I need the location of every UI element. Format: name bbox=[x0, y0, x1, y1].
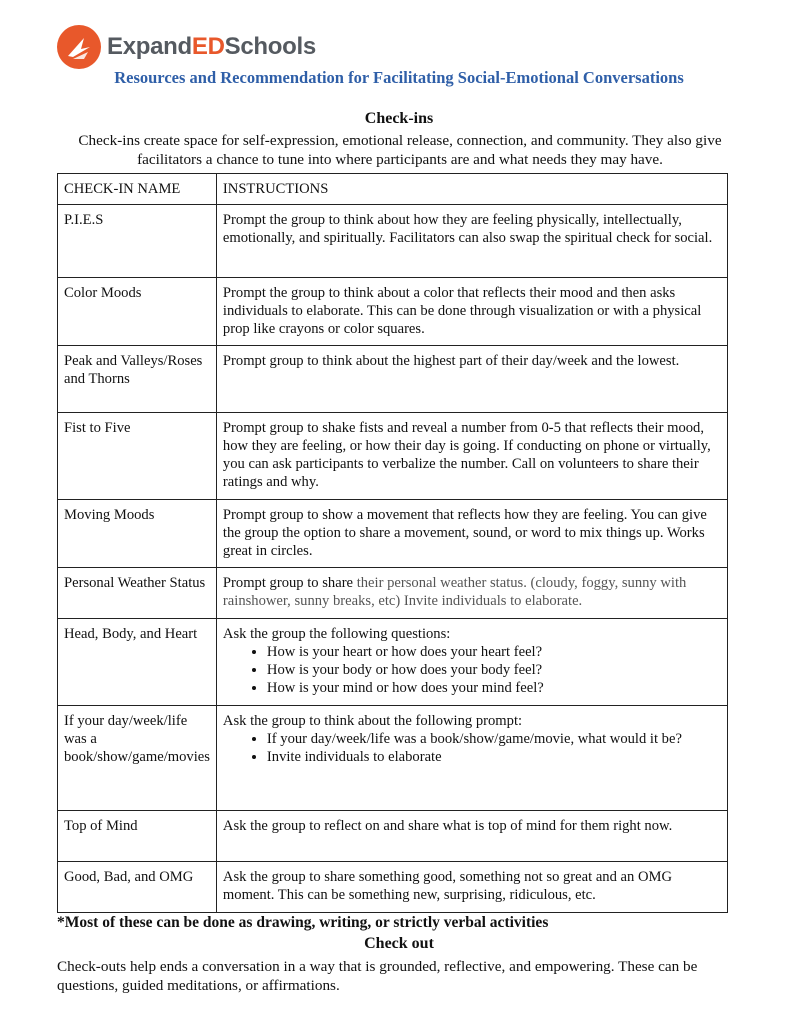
checkin-instructions bbox=[216, 706, 727, 811]
checkin-name: If your day/week/life was a book/show/game/movies bbox=[58, 706, 217, 811]
checkin-instructions: Prompt the group to think about a color that reflects their mood and then asks individuals to elaborate. This can be done through visualization or with a physical prop like crayons or color squares. bbox=[216, 278, 727, 346]
checkin-name: Peak and Valleys/Roses and Thorns bbox=[58, 346, 217, 413]
checkin-table bbox=[57, 173, 728, 913]
weather-text-rest: their personal weather status. (cloudy, foggy, sunny with rainshower, sunny breaks, etc) Invite individuals to elaborate. bbox=[222, 575, 687, 609]
checkin-name: Top of Mind bbox=[58, 811, 217, 862]
checkin-instructions bbox=[216, 568, 727, 619]
question-list bbox=[223, 643, 721, 697]
list-item: • How is your body or how does your body feel? bbox=[267, 661, 721, 679]
checkin-instructions: Prompt the group to think about how they are feeling physically, intellectually, emotionally, and spiritually. Facilitators can also swap the spiritual check for social. bbox=[216, 205, 727, 278]
checkin-prompt: Ask the group the following questions: bbox=[222, 626, 451, 642]
table-row bbox=[58, 500, 728, 568]
list-item: • How is your heart or how does your heart feel? bbox=[267, 643, 721, 661]
logo-wordmark bbox=[107, 33, 316, 61]
table-row bbox=[58, 278, 728, 346]
checkout-title: Check out bbox=[364, 935, 434, 952]
checkin-name: Personal Weather Status bbox=[58, 568, 217, 619]
table-row bbox=[58, 619, 728, 706]
logo-part-schools: Schools bbox=[224, 33, 316, 60]
checkin-prompt: Ask the group to think about the following prompt: bbox=[222, 713, 523, 729]
table-row bbox=[58, 862, 728, 913]
checkin-name: P.I.E.S bbox=[58, 205, 217, 278]
header-cell-name: CHECK-IN NAME bbox=[58, 174, 217, 205]
table-row bbox=[58, 346, 728, 413]
logo-part-expand: Expand bbox=[107, 33, 192, 60]
list-item: • Invite individuals to elaborate bbox=[267, 748, 721, 766]
activities-note: *Most of these can be done as drawing, writing, or strictly verbal activities bbox=[57, 914, 549, 931]
prompt-list bbox=[223, 730, 721, 766]
checkin-instructions: Ask the group to reflect on and share what is top of mind for them right now. bbox=[216, 811, 727, 862]
table-row bbox=[58, 706, 728, 811]
checkins-title: Check-ins bbox=[364, 110, 434, 127]
checkin-instructions: Ask the group to share something good, something not so great and an OMG moment. This can be something new, surprising, ridiculous, etc. bbox=[216, 862, 727, 913]
header-cell-instructions: INSTRUCTIONS bbox=[216, 174, 727, 205]
table-row bbox=[58, 413, 728, 500]
table-row bbox=[58, 568, 728, 619]
table-row bbox=[58, 205, 728, 278]
checkin-instructions: Prompt group to show a movement that reflects how they are feeling. You can give the group the option to share a movement, sound, or word to mix things up. Works great in circles. bbox=[216, 500, 727, 568]
checkout-intro: Check-outs help ends a conversation in a way that is grounded, reflective, and empowering. These can be questions, guided meditations, or affirmations. bbox=[57, 958, 698, 994]
logo-arrow-icon bbox=[57, 25, 101, 69]
table-header-row bbox=[58, 174, 728, 205]
checkin-name: Head, Body, and Heart bbox=[58, 619, 217, 706]
table-row bbox=[58, 811, 728, 862]
list-item: • If your day/week/life was a book/show/game/movie, what would it be? bbox=[267, 730, 721, 748]
weather-text-start: Prompt group to share bbox=[222, 575, 357, 591]
checkin-name: Good, Bad, and OMG bbox=[58, 862, 217, 913]
checkins-intro: Check-ins create space for self-expression, emotional release, connection, and community. They also give facilitators a chance to tune into where participants are and what needs they may have. bbox=[78, 132, 722, 168]
checkin-instructions: Prompt group to think about the highest part of their day/week and the lowest. bbox=[216, 346, 727, 413]
checkin-name: Moving Moods bbox=[58, 500, 217, 568]
document-subtitle: Resources and Recommendation for Facilitating Social-Emotional Conversations bbox=[114, 68, 684, 87]
logo-part-ed: ED bbox=[191, 33, 225, 60]
list-item: • How is your mind or how does your mind feel? bbox=[267, 679, 721, 697]
checkin-name: Color Moods bbox=[58, 278, 217, 346]
header-logo bbox=[57, 24, 316, 70]
checkin-instructions: Prompt group to shake fists and reveal a number from 0-5 that reflects their mood, how they are feeling, or how their day is going. If conducting on phone or virtually, you can ask participants to verbalize the number. Call on volunteers to share their ratings and why. bbox=[216, 413, 727, 500]
checkin-instructions bbox=[216, 619, 727, 706]
checkin-name: Fist to Five bbox=[58, 413, 217, 500]
